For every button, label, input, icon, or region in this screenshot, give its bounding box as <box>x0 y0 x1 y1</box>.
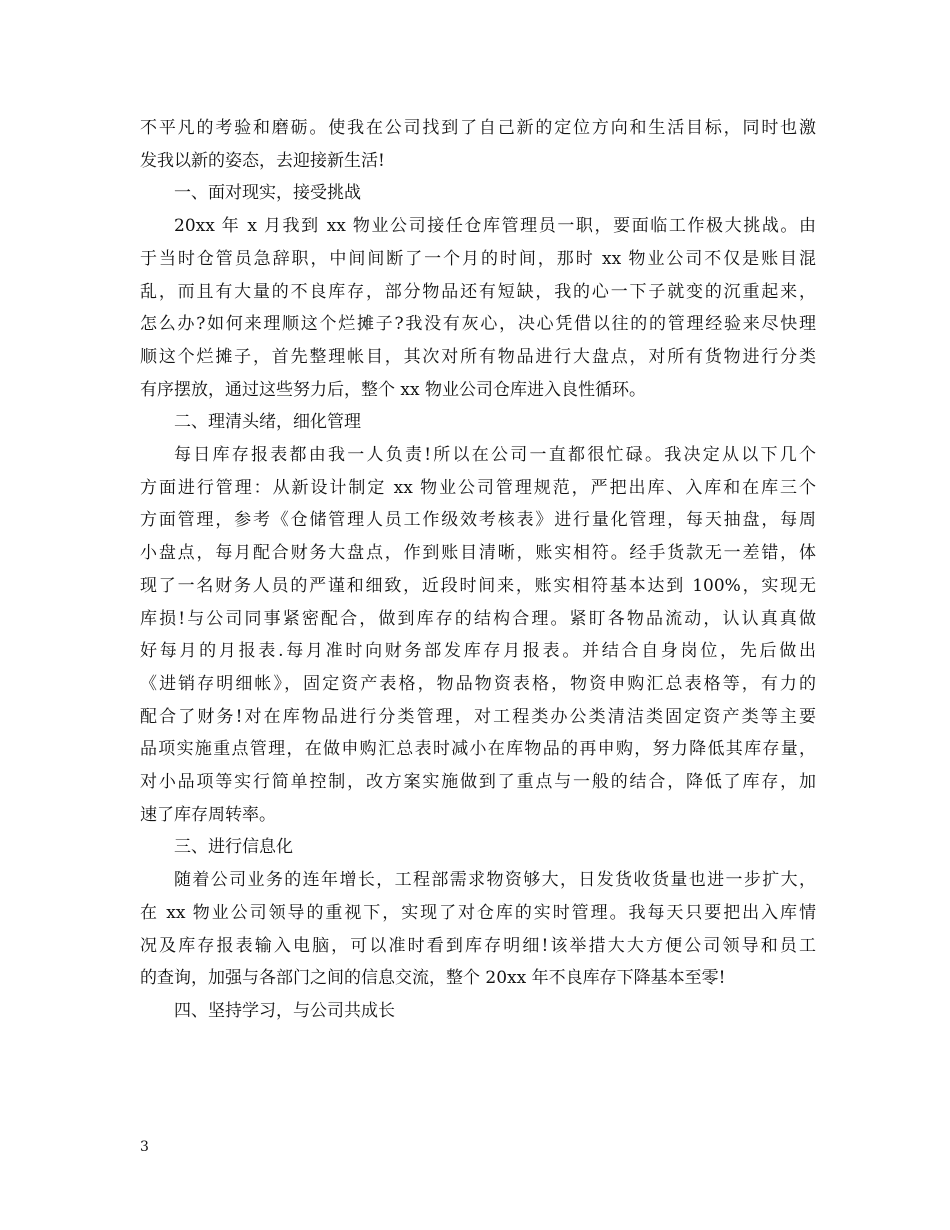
text-line: 现了一名财务人员的严谨和细致，近段时间来，账实相符基本达到 100%，实现无 <box>140 575 816 596</box>
text-line: 有序摆放，通过这些努力后，整个 xx 物业公司仓库进入良性循环。 <box>140 379 646 400</box>
text-line: 乱，而且有大量的不良库存，部分物品还有短缺，我的心一下子就变的沉重起来， <box>140 281 816 302</box>
text-line: 一、面对现实，接受挑战 <box>174 183 361 204</box>
text-line: 每日库存报表都由我一人负责!所以在公司一直都很忙碌。我决定从以下几个 <box>174 445 816 466</box>
text-line: 的查询，加强与各部门之间的信息交流，整个 20xx 年不良库存下降基本至零! <box>140 968 726 989</box>
text-line: 20xx 年 x 月我到 xx 物业公司接任仓库管理员一职，要面临工作极大挑战。由 <box>174 216 816 237</box>
page-number: 3 <box>140 1139 149 1155</box>
text-line: 速了库存周转率。 <box>140 804 276 825</box>
text-line: 品项实施重点管理，在做申购汇总表时减小在库物品的再申购，努力降低其库存量， <box>140 739 816 760</box>
text-line: 小盘点，每月配合财务大盘点，作到账目清晰，账实相符。经手货款无一差错，体 <box>140 543 816 564</box>
text-line: 四、坚持学习，与公司共成长 <box>174 1000 395 1021</box>
text-line: 《进销存明细帐》，固定资产表格，物品物资表格，物资申购汇总表格等，有力的 <box>140 673 816 694</box>
text-line: 对小品项等实行简单控制，改方案实施做到了重点与一般的结合，降低了库存，加 <box>140 772 816 793</box>
text-line: 方面进行管理：从新设计制定 xx 物业公司管理规范，严把出库、入库和在库三个 <box>140 477 816 498</box>
text-line: 况及库存报表输入电脑，可以准时看到库存明细!该举措大大方便公司领导和员工 <box>140 935 816 956</box>
text-line: 库损!与公司同事紧密配合，做到库存的结构合理。紧盯各物品流动，认认真真做 <box>140 608 816 629</box>
text-line: 在 xx 物业公司领导的重视下，实现了对仓库的实时管理。我每天只要把出入库情 <box>140 902 816 923</box>
text-line: 于当时仓管员急辞职，中间间断了一个月的时间，那时 xx 物业公司不仅是账目混 <box>140 248 816 269</box>
text-line: 发我以新的姿态，去迎接新生活! <box>140 150 385 171</box>
text-line: 方面管理，参考《仓储管理人员工作级效考核表》进行量化管理，每天抽盘，每周 <box>140 510 816 531</box>
text-line: 配合了财务!对在库物品进行分类管理，对工程类办公类清洁类固定资产类等主要 <box>140 706 816 727</box>
text-line: 好每月的月报表.每月准时向财务部发库存月报表。并结合自身岗位，先后做出 <box>140 641 816 662</box>
text-line: 顺这个烂摊子，首先整理帐目，其次对所有物品进行大盘点，对所有货物进行分类 <box>140 346 816 367</box>
text-line: 三、进行信息化 <box>174 837 293 858</box>
text-line: 怎么办?如何来理顺这个烂摊子?我没有灰心，决心凭借以往的的管理经验来尽快理 <box>140 314 816 335</box>
text-line: 随着公司业务的连年增长，工程部需求物资够大，日发货收货量也进一步扩大， <box>174 870 816 891</box>
text-line: 二、理清头绪，细化管理 <box>174 412 361 433</box>
document-body <box>140 112 816 1028</box>
text-line: 不平凡的考验和磨砺。使我在公司找到了自己新的定位方向和生活目标，同时也激 <box>140 118 816 138</box>
